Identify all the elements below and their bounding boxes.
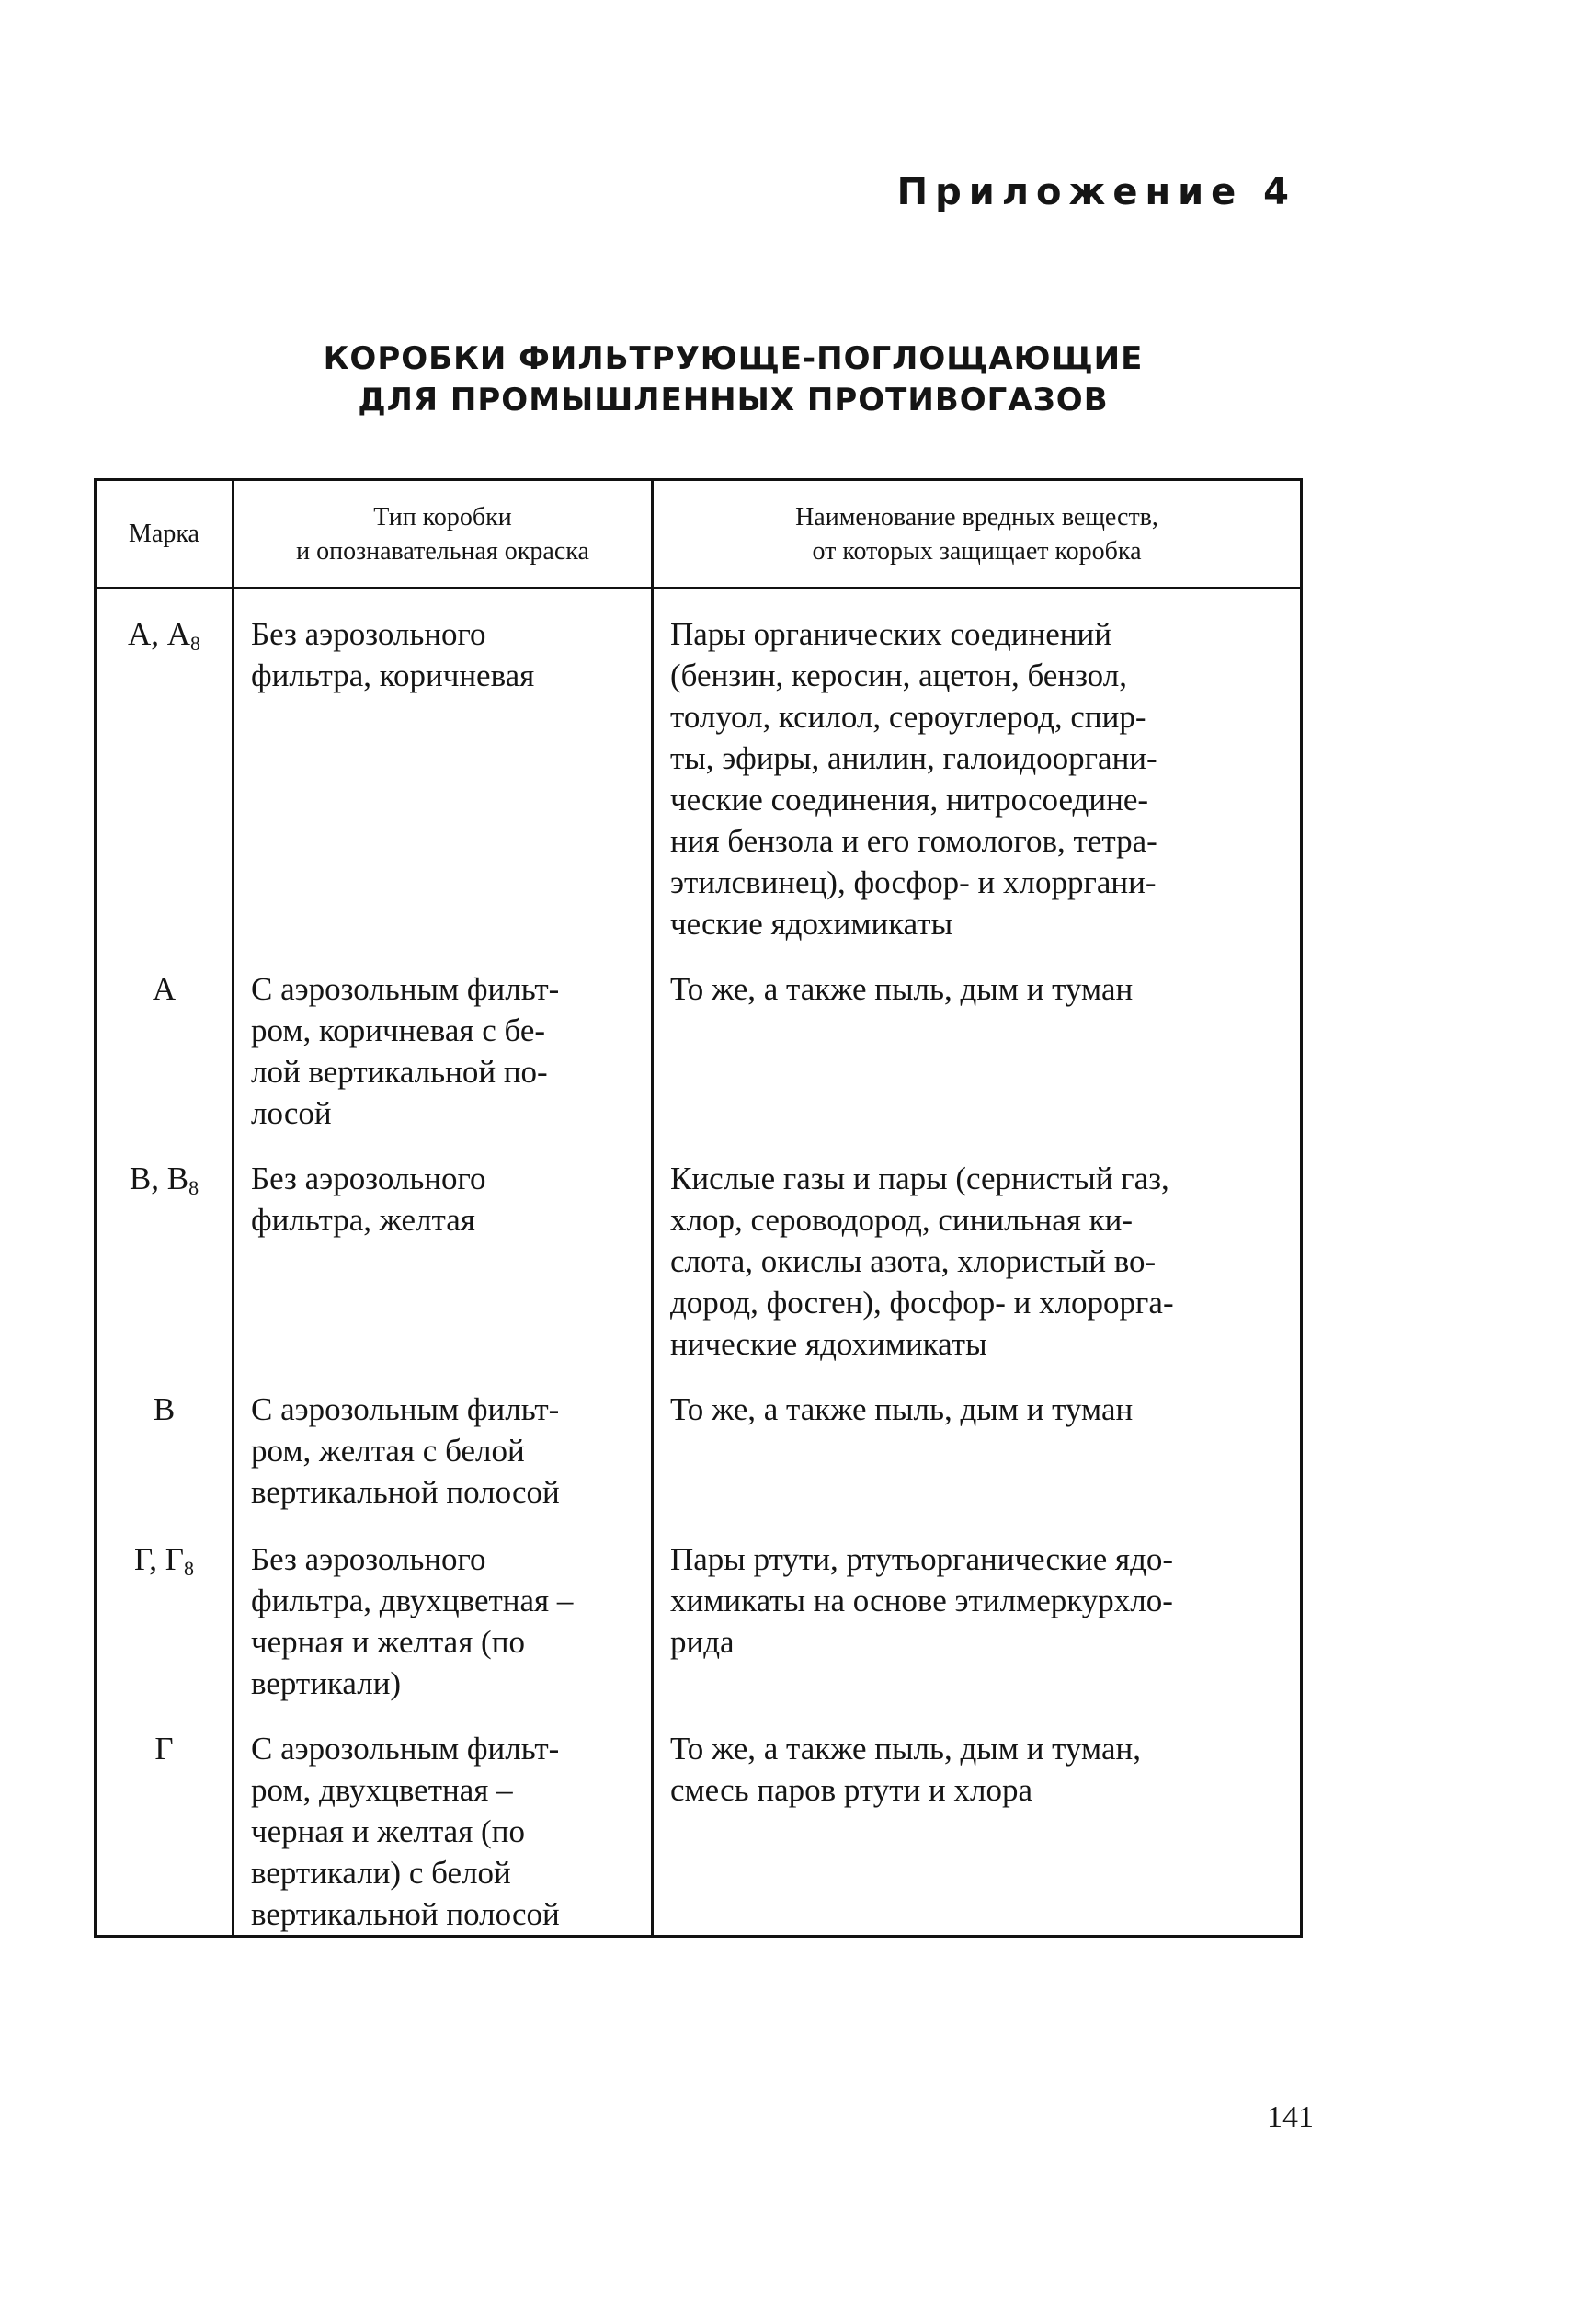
box-type-line: фильтра, желтая (251, 1202, 475, 1238)
page-number: 141 (1267, 2100, 1314, 2134)
table-header-row (96, 480, 1302, 589)
cell-mark (96, 1365, 234, 1515)
substances-line: слота, окислы азота, хлористый во- (670, 1243, 1157, 1279)
cell-box-type (234, 1134, 653, 1365)
header-substances-line: от которых защищает коробка (812, 536, 1142, 566)
box-type-line: лосой (251, 1095, 332, 1131)
box-type-line: С аэрозольным фильт- (251, 971, 560, 1007)
gas-mask-box-table (94, 478, 1303, 1938)
mark-subscript: 8 (184, 1557, 195, 1580)
substances-line: ческие соединения, нитросоедине- (670, 782, 1149, 818)
substances-line: смесь паров ртути и хлора (670, 1772, 1033, 1808)
cell-substances (653, 1704, 1302, 1937)
cell-mark (96, 1515, 234, 1704)
cell-box-type (234, 589, 653, 945)
box-type-line: вертикальной полосой (251, 1474, 560, 1510)
header-type-line: и опознавательная окраска (296, 536, 589, 566)
mark-text: Г, Г (133, 1541, 185, 1577)
title-line-2: ДЛЯ ПРОМЫШЛЕННЫХ ПРОТИВОГАЗОВ (358, 382, 1109, 418)
substances-line: Пары органических соединений (670, 616, 1112, 652)
table-row (96, 944, 1302, 1134)
substances-line: ческие ядохимикаты (670, 906, 953, 942)
cell-substances (653, 1515, 1302, 1704)
mark-text: А (152, 971, 177, 1007)
header-substances-line: Наименование вредных веществ, (795, 502, 1158, 532)
cell-box-type (234, 944, 653, 1134)
table-row (96, 1134, 1302, 1365)
cell-box-type (234, 1704, 653, 1937)
substances-line: толуол, ксилол, сероуглерод, спир- (670, 699, 1146, 735)
box-type-line: С аэрозольным фильт- (251, 1731, 560, 1767)
title-line-1: КОРОБКИ ФИЛЬТРУЮЩЕ-ПОГЛОЩАЮЩИЕ (323, 340, 1144, 377)
cell-mark (96, 1704, 234, 1937)
substances-line: рида (670, 1624, 735, 1660)
box-type-line: вертикали) (251, 1665, 402, 1701)
mark-subscript: 8 (188, 1176, 200, 1199)
box-type-line: вертикальной полосой (251, 1896, 560, 1932)
substances-line: То же, а также пыль, дым и туман (670, 971, 1134, 1007)
header-type (234, 480, 653, 589)
cell-substances (653, 1134, 1302, 1365)
appendix-label: Приложение 4 (896, 171, 1296, 213)
substances-line: хлор, сероводород, синильная ки- (670, 1202, 1134, 1238)
cell-box-type (234, 1365, 653, 1515)
cell-mark (96, 589, 234, 945)
box-type-line: ром, двухцветная – (251, 1772, 513, 1808)
mark-subscript: 8 (190, 632, 201, 655)
substances-line: Пары ртути, ртутьорганические ядо- (670, 1541, 1174, 1577)
substances-line: То же, а также пыль, дым и туман, (670, 1731, 1141, 1767)
substances-line: То же, а также пыль, дым и туман (670, 1391, 1134, 1427)
mark-text: В, В (129, 1161, 189, 1196)
substances-line: ния бензола и его гомологов, тетра- (670, 823, 1157, 859)
table-body (96, 589, 1302, 1937)
mark-text: Г (154, 1731, 174, 1767)
header-substances (653, 480, 1302, 589)
substances-line: Кислые газы и пары (сернистый газ, (670, 1161, 1169, 1196)
substances-line: нические ядохимикаты (670, 1326, 987, 1362)
substances-line: ты, эфиры, анилин, галоидооргани- (670, 740, 1157, 776)
cell-substances (653, 1365, 1302, 1515)
box-type-line: черная и желтая (по (251, 1624, 525, 1660)
box-type-line: вертикали) с белой (251, 1855, 511, 1891)
header-type-line: Тип коробки (373, 502, 512, 532)
table-row (96, 1365, 1302, 1515)
box-type-line: Без аэрозольного (251, 1161, 486, 1196)
box-type-line: черная и желтая (по (251, 1813, 525, 1849)
substances-line: (бензин, керосин, ацетон, бензол, (670, 658, 1127, 693)
table-row (96, 1515, 1302, 1704)
box-type-line: фильтра, двухцветная – (251, 1583, 574, 1618)
cell-substances (653, 944, 1302, 1134)
table-row (96, 1704, 1302, 1937)
box-type-line: ром, желтая с белой (251, 1433, 525, 1469)
box-type-line: Без аэрозольного (251, 616, 486, 652)
header-mark: Марка (96, 480, 234, 589)
mark-text: А, А (127, 616, 191, 652)
cell-mark (96, 944, 234, 1134)
cell-substances (653, 589, 1302, 945)
box-type-line: Без аэрозольного (251, 1541, 486, 1577)
cell-mark (96, 1134, 234, 1365)
box-type-line: ром, коричневая с бе- (251, 1012, 546, 1048)
mark-text: В (153, 1391, 176, 1427)
substances-line: химикаты на основе этилмеркурхло- (670, 1583, 1173, 1618)
box-type-line: С аэрозольным фильт- (251, 1391, 560, 1427)
box-type-line: лой вертикальной по- (251, 1054, 548, 1090)
page-title (248, 338, 1218, 421)
cell-box-type (234, 1515, 653, 1704)
table-row (96, 589, 1302, 945)
box-type-line: фильтра, коричневая (251, 658, 535, 693)
substances-line: этилсвинец), фосфор- и хлорргани- (670, 864, 1157, 900)
substances-line: дород, фосген), фосфор- и хлорорга- (670, 1285, 1174, 1321)
